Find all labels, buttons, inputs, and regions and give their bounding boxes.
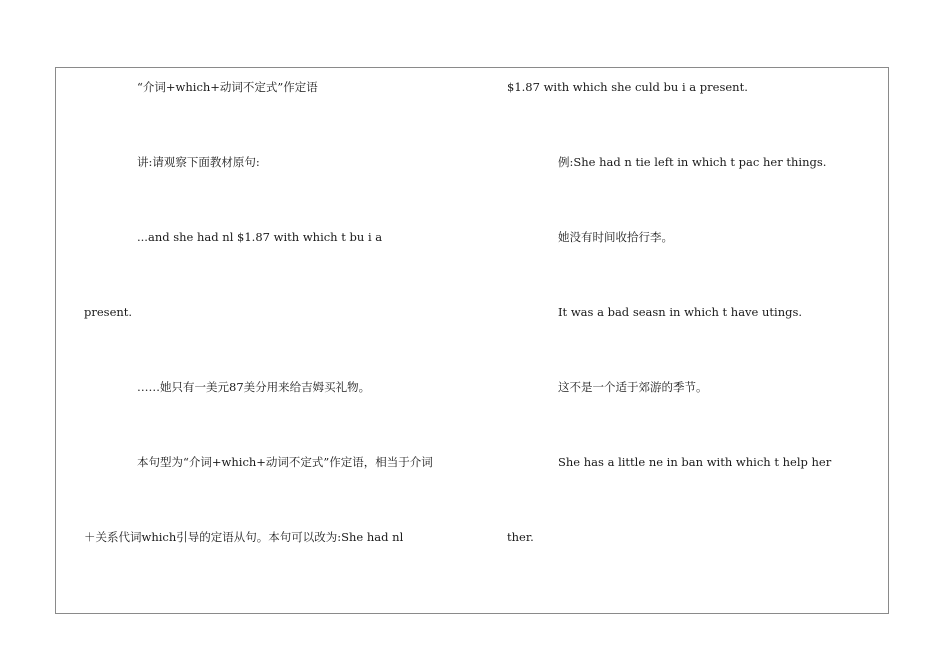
example-2: It was a bad seasn in which t have utings. [558,305,803,319]
example-3-line2: ther. [507,530,534,544]
example-1: 例:She had n tie left in which t pac her things. [558,155,827,169]
example-translation: ……她只有一美元87美分用来给吉姆买礼物。 [137,380,371,394]
explanation-continuation: $1.87 with which she culd bu i a present. [507,80,748,94]
example-sentence-line1: ...and she had nl $1.87 with which t bu i a [137,230,383,244]
explanation-line2: ＋关系代词which引导的定语从句。本句可以改为:She had nl [84,530,404,544]
example-sentence-line2: present. [84,305,133,319]
section-title: “介词+which+动词不定式”作定语 [137,80,318,94]
example-2-translation: 这不是一个适于郊游的季节。 [558,380,708,394]
example-3-line1: She has a little ne in ban with which t help her [558,455,832,469]
explanation-line1: 本句型为“介词+which+动词不定式”作定语，相当于介词 [137,455,433,469]
instruction-text: 讲:请观察下面教材原句: [137,155,260,169]
example-1-translation: 她没有时间收拾行李。 [558,230,673,244]
